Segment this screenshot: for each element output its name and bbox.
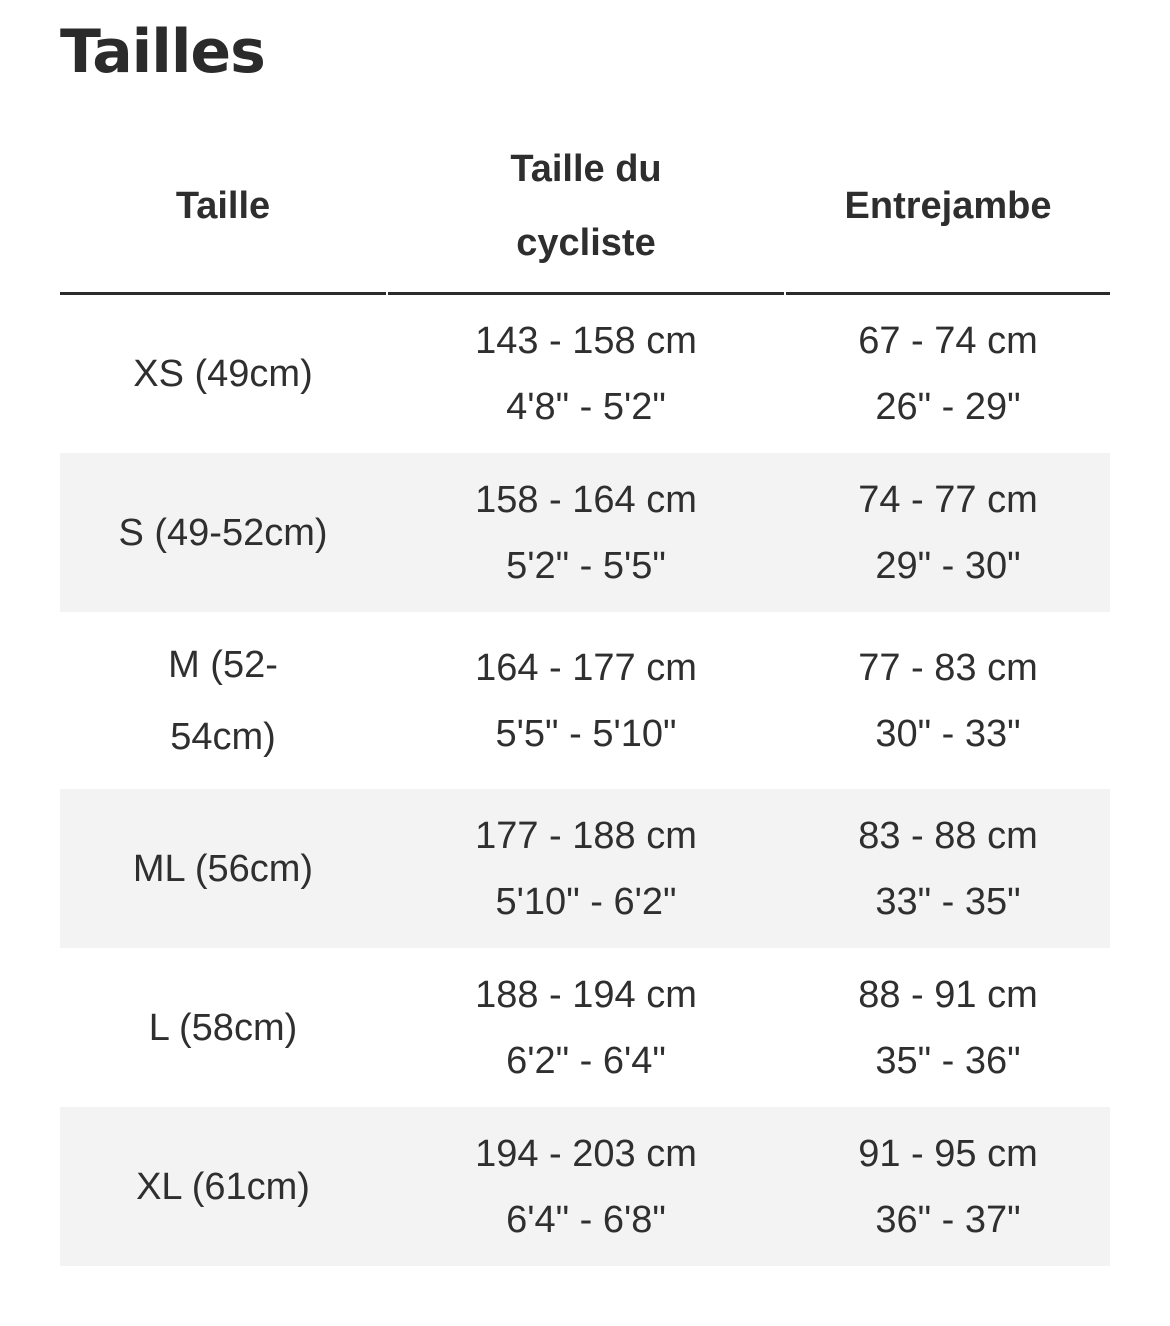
table-row [60, 453, 1110, 612]
rider-height-cm: 177 - 188 cm [475, 814, 697, 857]
size-cell [60, 497, 386, 569]
table-row [60, 612, 1110, 789]
header-size-label: Taille [175, 185, 271, 227]
size-label: S (49-52cm) [118, 511, 328, 554]
size-label: XL (61cm) [136, 1165, 310, 1208]
inseam-cm: 74 - 77 cm [858, 478, 1038, 521]
table-header-row [60, 120, 1110, 292]
inseam-cm: 77 - 83 cm [858, 646, 1038, 689]
inseam-in: 33" - 35" [875, 880, 1021, 923]
rider-height-cell [388, 308, 784, 440]
inseam-cell [786, 635, 1110, 767]
inseam-in: 36" - 37" [875, 1198, 1021, 1241]
header-rider-height [388, 132, 784, 280]
header-divider-segment [60, 292, 386, 295]
rider-height-in: 5'2" - 5'5" [506, 544, 666, 587]
rider-height-in: 5'5" - 5'10" [495, 712, 677, 755]
size-label-line2: 54cm) [170, 715, 276, 758]
size-table [60, 120, 1110, 1266]
header-rider-height-line2: cycliste [516, 222, 656, 264]
table-row [60, 1107, 1110, 1266]
header-divider-segment [388, 292, 784, 295]
rider-height-cm: 164 - 177 cm [475, 646, 697, 689]
rider-height-in: 5'10" - 6'2" [495, 880, 677, 923]
inseam-cell [786, 962, 1110, 1094]
inseam-cell [786, 308, 1110, 440]
header-inseam [786, 169, 1110, 243]
inseam-cell [786, 803, 1110, 935]
rider-height-in: 6'4" - 6'8" [506, 1198, 666, 1241]
table-row [60, 789, 1110, 948]
inseam-in: 29" - 30" [875, 544, 1021, 587]
rider-height-cell [388, 1121, 784, 1253]
rider-height-cell [388, 803, 784, 935]
size-cell [60, 833, 386, 905]
inseam-cell [786, 1121, 1110, 1253]
size-label: L (58cm) [148, 1006, 298, 1049]
page-title: Tailles [60, 17, 265, 87]
inseam-in: 30" - 33" [875, 712, 1021, 755]
size-label: ML (56cm) [132, 847, 314, 890]
header-size [60, 169, 386, 243]
size-cell [60, 338, 386, 410]
inseam-cell [786, 467, 1110, 599]
inseam-cm: 83 - 88 cm [858, 814, 1038, 857]
inseam-in: 26" - 29" [875, 386, 1021, 428]
rider-height-cm: 158 - 164 cm [475, 478, 697, 521]
rider-height-cm: 188 - 194 cm [475, 973, 697, 1016]
inseam-cm: 67 - 74 cm [858, 320, 1038, 362]
rider-height-in: 6'2" - 6'4" [506, 1039, 666, 1082]
header-divider [60, 292, 1110, 295]
rider-height-cell [388, 962, 784, 1094]
rider-height-in: 4'8" - 5'2" [506, 386, 666, 428]
table-row [60, 948, 1110, 1107]
rider-height-cell [388, 635, 784, 767]
header-rider-height-line1: Taille du [510, 148, 662, 190]
rider-height-cm: 143 - 158 cm [475, 320, 697, 362]
size-cell [60, 1151, 386, 1223]
size-cell [60, 992, 386, 1064]
inseam-in: 35" - 36" [875, 1039, 1021, 1082]
size-label-line1: M (52- [168, 643, 278, 686]
rider-height-cell [388, 467, 784, 599]
header-divider-segment [786, 292, 1110, 295]
header-inseam-label: Entrejambe [844, 185, 1052, 227]
rider-height-cm: 194 - 203 cm [475, 1132, 697, 1175]
inseam-cm: 88 - 91 cm [858, 973, 1038, 1016]
inseam-cm: 91 - 95 cm [858, 1132, 1038, 1175]
size-cell [60, 629, 386, 773]
table-row [60, 295, 1110, 453]
size-label: XS (49cm) [133, 353, 313, 395]
